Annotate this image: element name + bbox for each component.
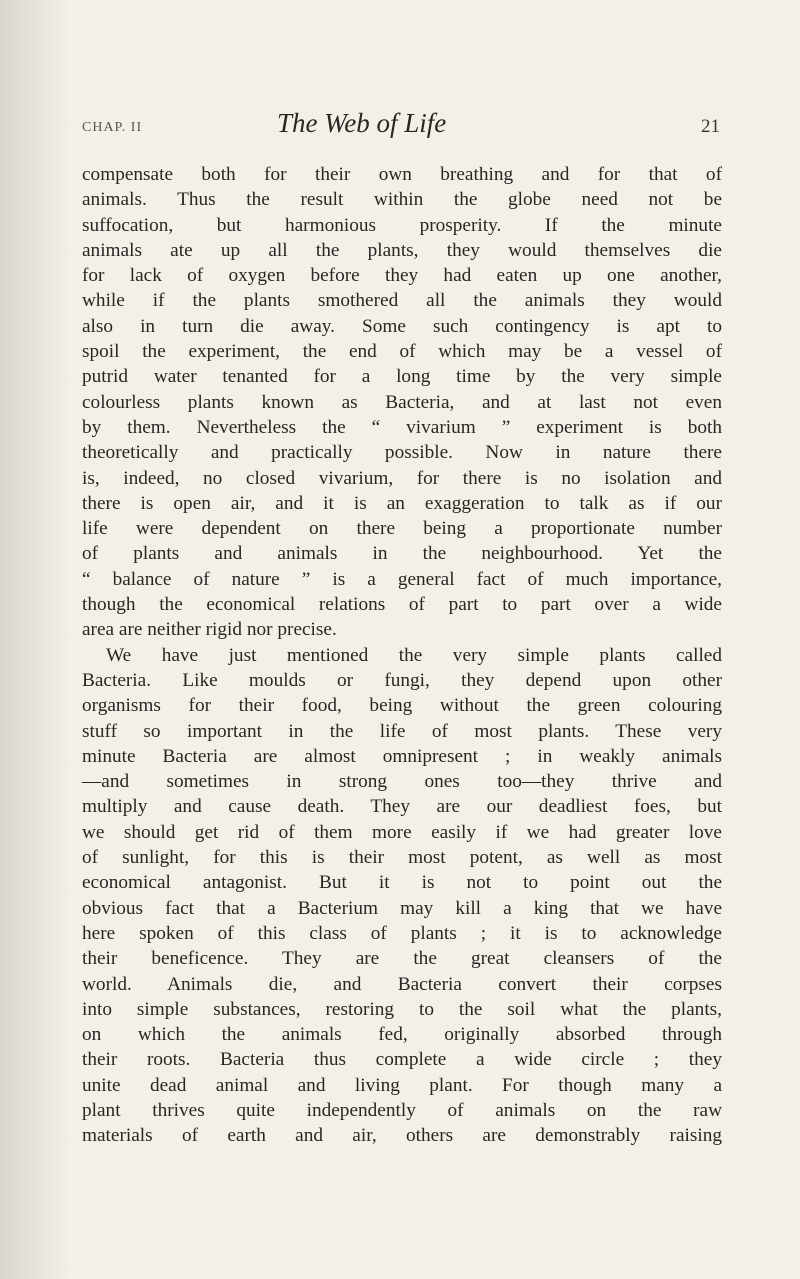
text-line: for lack of oxygen before they had eaten up one another, bbox=[82, 265, 722, 287]
text-line: theoretically and practically possible. Now in nature there bbox=[82, 442, 722, 464]
text-line: stuff so important in the life of most plants. These very bbox=[82, 720, 722, 742]
paragraph-start-line: We have just mentioned the very simple plants called bbox=[106, 644, 722, 666]
running-title: The Web of Life bbox=[277, 108, 447, 138]
text-line: by them. Nevertheless the “ vivarium ” experiment is both bbox=[82, 416, 722, 438]
text-line: unite dead animal and living plant. For though many a bbox=[82, 1074, 722, 1096]
text-line: animals. Thus the result within the globe need not be bbox=[82, 189, 722, 211]
text-line: while if the plants smothered all the animals they would bbox=[82, 290, 722, 312]
text-line: life were dependent on there being a proportionate number bbox=[82, 518, 722, 540]
text-line: of plants and animals in the neighbourhood. Yet the bbox=[82, 543, 722, 565]
text-line: putrid water tenanted for a long time by the very simple bbox=[82, 366, 722, 388]
text-line: multiply and cause death. They are our deadliest foes, but bbox=[82, 796, 722, 818]
text-line: suffocation, but harmonious prosperity. If the minute bbox=[82, 214, 722, 236]
page-gutter-shadow bbox=[0, 0, 70, 1279]
body-text bbox=[82, 162, 722, 1149]
text-line: though the economical relations of part to part over a wide bbox=[82, 594, 722, 616]
running-header bbox=[82, 108, 722, 148]
text-line: spoil the experiment, the end of which may be a vessel of bbox=[82, 341, 722, 363]
text-line: their beneficence. They are the great cleansers of the bbox=[82, 948, 722, 970]
text-line: Bacteria. Like moulds or fungi, they depend upon other bbox=[82, 669, 722, 691]
text-line: world. Animals die, and Bacteria convert their corpses bbox=[82, 973, 722, 995]
text-line: we should get rid of them more easily if we had greater love bbox=[82, 821, 722, 843]
text-line: minute Bacteria are almost omnipresent ; in weakly animals bbox=[82, 745, 722, 767]
text-line: their roots. Bacteria thus complete a wide circle ; they bbox=[82, 1049, 722, 1071]
page-number: 21 bbox=[701, 116, 720, 137]
text-line: plant thrives quite independently of animals on the raw bbox=[82, 1099, 722, 1121]
text-line: on which the animals fed, originally absorbed through bbox=[82, 1024, 722, 1046]
text-line: also in turn die away. Some such contingency is apt to bbox=[82, 315, 722, 337]
text-line: there is open air, and it is an exaggeration to talk as if our bbox=[82, 492, 722, 514]
text-line: here spoken of this class of plants ; it is to acknowledge bbox=[82, 922, 722, 944]
text-line: into simple substances, restoring to the soil what the plants, bbox=[82, 998, 722, 1020]
text-line: organisms for their food, being without the green colouring bbox=[82, 695, 722, 717]
text-line: of sunlight, for this is their most potent, as well as most bbox=[82, 847, 722, 869]
text-line: compensate both for their own breathing and for that of bbox=[82, 164, 722, 185]
text-line: is, indeed, no closed vivarium, for there is no isolation and bbox=[82, 467, 722, 489]
paragraph-end-line: area are neither rigid nor precise. bbox=[82, 619, 337, 641]
text-line: materials of earth and air, others are demonstrably raising bbox=[82, 1125, 722, 1147]
text-line: animals ate up all the plants, they would themselves die bbox=[82, 239, 722, 261]
chapter-label: CHAP. II bbox=[82, 120, 143, 135]
text-line: —and sometimes in strong ones too—they thrive and bbox=[82, 771, 722, 793]
text-line: colourless plants known as Bacteria, and at last not even bbox=[82, 391, 722, 413]
text-line: economical antagonist. But it is not to point out the bbox=[82, 872, 722, 894]
text-line: obvious fact that a Bacterium may kill a king that we have bbox=[82, 897, 722, 919]
text-line: “ balance of nature ” is a general fact of much importance, bbox=[82, 568, 722, 590]
